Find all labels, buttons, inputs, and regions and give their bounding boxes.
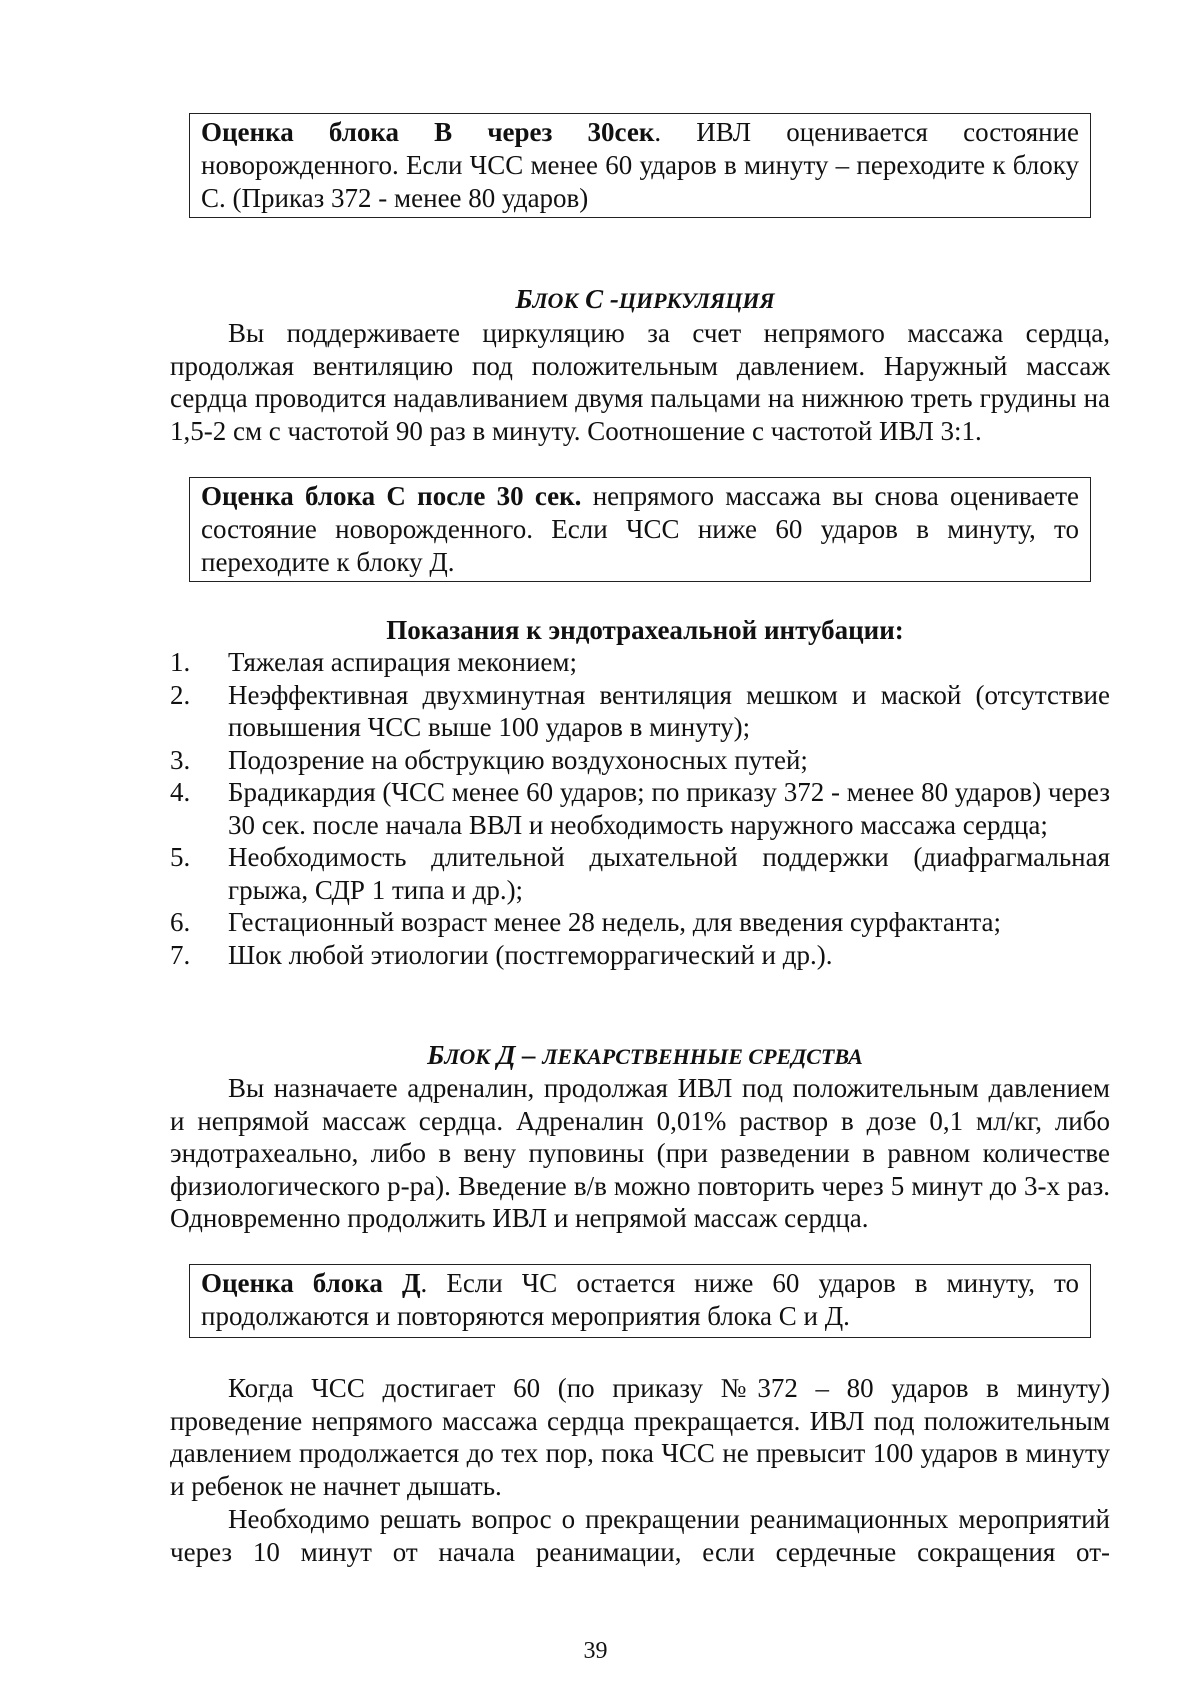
page-number: 39	[583, 1638, 608, 1664]
block-c-assessment-box	[189, 477, 1091, 582]
list-item-number: 2.	[170, 679, 191, 710]
list-item-text: Подозрение на обструкцию воздухоносных путей;	[228, 744, 808, 775]
block-b-assessment-label: Оценка блока В через 30сек	[201, 117, 655, 147]
list-item	[170, 776, 1110, 841]
closing-paragraph-1: Когда ЧСС достигает 60 (по приказу №372 – 80 ударов в минуту) проведение непрямого массажа сердца прекращается. ИВЛ под положительным давлением продолжается до тех пор, пока ЧСС не превысит 100 ударов в минуту и ребенок не начнет дышать.	[170, 1373, 1110, 1501]
list-item-number: 4.	[170, 777, 191, 807]
intubation-indications-list	[170, 646, 1110, 971]
block-b-assessment-box	[189, 113, 1091, 218]
block-d-assessment-box	[189, 1264, 1091, 1338]
block-c-assessment-text: непрямого массажа вы снова оцениваете состояние новорожденного. Если ЧСС ниже 60 ударов в минуту, то переходите к блоку Д.	[201, 481, 1079, 577]
list-item	[170, 646, 1110, 679]
block-d-heading-part: ЛЕКАРСТВЕННЫЕ СРЕДСТВА	[542, 1044, 863, 1069]
list-item-text: Необходимость длительной дыхательной поддержки (диафрагмальная грыжа, СДР 1 типа и др.);	[228, 842, 1110, 905]
block-c-heading-part: ЦИРКУЛЯЦИЯ	[618, 288, 775, 313]
list-item-text: Гестационный возраст менее 28 недель, для введения сурфактанта;	[228, 907, 1001, 937]
block-c-heading	[170, 284, 1120, 316]
list-item-number: 3.	[170, 744, 191, 775]
list-item	[170, 939, 1110, 972]
intubation-heading: Показания к эндотрахеальной интубации:	[386, 615, 904, 645]
block-c-paragraph: Вы поддерживаете циркуляцию за счет непрямого массажа сердца, продолжая вентиляцию под положительным давлением. Наружный массаж сердца проводится надавливанием двумя пальцами на нижнюю треть грудины на 1,5-2 см с частотой 90 раз в минуту. Соотношение с частотой ИВЛ 3:1.	[170, 318, 1110, 446]
block-d-heading-part: Д –	[490, 1040, 543, 1070]
list-item	[170, 679, 1110, 744]
block-b-assessment-text: . ИВЛ оценивается состояние новорожденного. Если ЧСС менее 60 ударов в минуту – переходите к блоку С. (Приказ 372 - менее 80 ударов)	[201, 117, 1079, 213]
list-item	[170, 744, 1110, 777]
block-d-heading-part: ЛОК	[444, 1044, 491, 1069]
list-item	[170, 841, 1110, 906]
list-item	[170, 906, 1110, 939]
block-c-heading-part: Б	[515, 284, 533, 314]
list-item-number: 1.	[170, 647, 191, 677]
list-item-text: Шок любой этиологии (постгеморрагический и др.).	[228, 939, 833, 970]
list-item-text: Брадикардия (ЧСС менее 60 ударов; по приказу 372 - менее 80 ударов) через 30 сек. после начала ВВЛ и необходимость наружного массажа сердца;	[228, 777, 1110, 840]
list-item-number: 5.	[170, 842, 191, 872]
list-item-text: Неэффективная двухминутная вентиляция мешком и маской (отсутствие повышения ЧСС выше 100 ударов в минуту);	[228, 679, 1110, 742]
block-d-assessment-label: Оценка блока Д	[201, 1268, 421, 1298]
closing-paragraph-2: Необходимо решать вопрос о прекращении реанимационных мероприятий через 10 минут от начала реанимации, если сердечные сокращения от-	[170, 1504, 1110, 1567]
block-d-paragraph: Вы назначаете адреналин, продолжая ИВЛ под положительным давлением и непрямой массаж сердца. Адреналин 0,01% раствор в дозе 0,1 мл/кг, либо эндотрахеально, либо в вену пуповины (при разведении в равном количестве физиологического р-ра). Введение в/в можно повторить через 5 минут до 3-х раз. Одновременно продолжить ИВЛ и непрямой массаж сердца.	[170, 1073, 1110, 1233]
block-c-heading-part: ЛОК	[532, 288, 579, 313]
block-d-assessment-text: . Если ЧС остается ниже 60 ударов в минуту, то продолжаются и повторяются мероприятия блока С и Д.	[201, 1268, 1079, 1331]
list-item-number: 7.	[170, 939, 191, 970]
block-d-heading	[170, 1040, 1120, 1072]
block-d-heading-part: Б	[427, 1040, 445, 1070]
block-c-assessment-label: Оценка блока С после 30 сек.	[201, 481, 582, 511]
block-c-heading-part: C -	[578, 284, 619, 314]
list-item-text: Тяжелая аспирация меконием;	[228, 647, 577, 677]
list-item-number: 6.	[170, 907, 191, 937]
